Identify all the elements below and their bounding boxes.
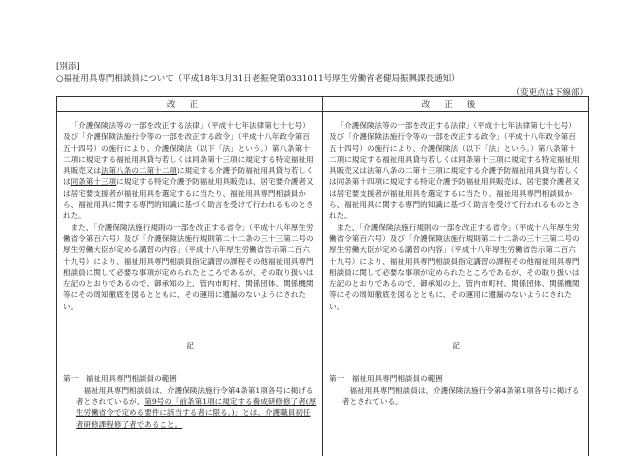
- left-sec-text: 福祉用具専門相談員は、介護保険法施行令第4条第1項各号に掲げる者とされているが、: [76, 386, 313, 406]
- left-paragraph-1: [63, 120, 317, 222]
- left-p1-text-c: に規定する特定介護予防福祉用具販売は、居宅要介護者又は居宅要支援者が福祉用具を選定するに当たり、福祉用具専門相談員から、福祉用具に関する専門的知識に基づく助言を受けて行われるものとされた。: [63, 177, 314, 220]
- comparison-table: [56, 96, 589, 456]
- right-section-body: 福祉用具専門相談員は、介護保険法施行令第4条第1項各号に掲げる者とされている。: [342, 385, 583, 408]
- left-section-body: [76, 385, 317, 430]
- left-p1-underline-2: 同条第十三項: [71, 177, 117, 186]
- right-paragraph-1: 「介護保険法等の一部を改正する法律」（平成十七年法律第七十七号）及び「介護保険法施行令等の一部を改正する政令」（平成十八年政令第百五十四号）の施行により、介護保険法（以下「法」という。）第八条第十二項に規定する福祉用具貸与若しくは同条第十三項に規定する特定福祉用具販売又は法第八条の二第十三項に規定する介護予防福祉用具貸与若しくは同条第十四項に規定する特定介護予防福祉用具販売は、居宅要介護者又は居宅要支援者が福祉用具を選定するに当たり、福祉用具専門相談員から、福祉用具に関する専門的知識に基づく助言を受けて行われるものとされた。: [329, 120, 583, 222]
- attachment-label: [別添]: [56, 62, 80, 73]
- column-header-revised: 改正: [57, 97, 323, 112]
- right-paragraph-2: また、「介護保険法施行規則の一部を改正する省令」（平成十八年厚生労働省令第百六号）及び「介護保険法施行規則第二十二条の三十三第二号の厚生労働大臣が定める講習の内容」（平成十八年厚生労働省告示第二百六十九号）により、福祉用具専門相談員指定講習の課程その他福祉用具専門相談員に関して必要な事項が定められたところであるが、その取り扱いは左記のとおりであるので、御承知の上、管内市町村、関係団体、関係機関等にその周知徹底を図るとともに、その運用に遺漏のないようにされたい。: [329, 222, 583, 312]
- right-section-heading: 第一 福祉用具専門相談員の範囲: [329, 373, 583, 384]
- right-column-body: [323, 112, 589, 456]
- left-column-body: [57, 112, 323, 456]
- left-ki-heading: 記: [63, 340, 317, 351]
- change-legend: （変更点は下線部）: [511, 88, 588, 99]
- left-p1-text-a: 「介護保険法等の一部を改正する法律」（平成十七年法律第七十七号）及び「介護保険法施行令等の一部を改正する政令」（平成十八年政令第百五十四号）の施行により、介護保険法（以下「法」という。）第八条第十二項に規定する福祉用具貸与若しくは同条第十三項に規定する特定福祉用具販売又は: [63, 121, 314, 175]
- document-title: ○福祉用具専門相談員について（平成18年3月31日老振発第0331011号厚生労働省老健局振興課長通知）: [56, 74, 460, 85]
- left-sec-underline: 第9号の「前条第1項に規定する養成研修修了者(厚生労働省令で定める要件に該当する者に限る。)」とは、介護職員初任者研修課程修了者であること。: [76, 397, 316, 429]
- left-p1-text-b: に規定する介護予防福祉用具貸与若しくは: [63, 166, 314, 186]
- left-paragraph-2: また、「介護保険法施行規則の一部を改正する省令」（平成十八年厚生労働省令第百六号）及び「介護保険法施行規則第二十二条の三十三第二号の厚生労働大臣が定める講習の内容」（平成十八年厚生労働省告示第二百六十九号）により、福祉用具専門相談員指定講習の課程その他福祉用具専門相談員に関して必要な事項が定められたところであるが、その取り扱いは左記のとおりであるので、御承知の上、管内市町村、関係団体、関係機関等にその周知徹底を図るとともに、その運用に遺漏のないようにされたい。: [63, 222, 317, 312]
- right-ki-heading: 記: [329, 340, 583, 351]
- left-p1-underline-1: 法第八条の二第十二項: [101, 166, 177, 175]
- column-header-after-revision: 改正後: [323, 97, 589, 112]
- left-section-heading: 第一 福祉用具専門相談員の範囲: [63, 373, 317, 384]
